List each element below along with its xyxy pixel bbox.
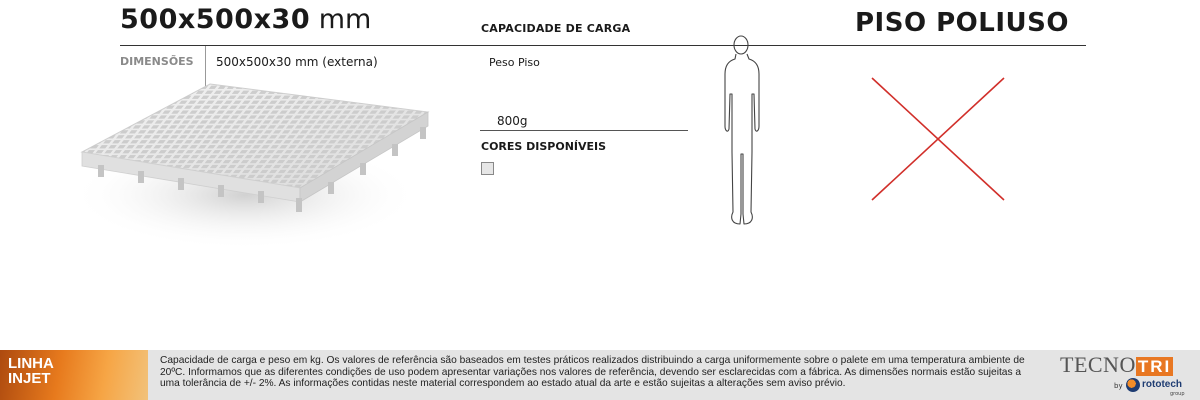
disclaimer-text: Capacidade de carga e peso em kg. Os valores de referência são baseados em testes práticos realizados distribuindo a carga uniformemente sobre o palete em uma temperatura ambiente de 20ºC. Informamos que as diferentes condições de uso podem apresentar variações nos valores de referência, devendo ser esclarecidas com a fábrica. As dimensões normais estão sujeitas a uma tolerância de +/- 2%. As informações contidas neste material correspondem ao estado atual da arte e estão sujeitas a alterações sem aviso prévio. xyxy=(160,355,1025,389)
color-swatch xyxy=(481,162,494,175)
plastic-floor-grid-image xyxy=(60,70,440,255)
rototech-logo-icon xyxy=(1126,378,1140,392)
dimensions-value: 500x500x30 mm (externa) xyxy=(216,55,378,69)
weight-divider xyxy=(480,130,688,131)
brand-logo xyxy=(1060,352,1188,398)
brand-name-prefix: TECNO xyxy=(1060,352,1136,377)
line-label-1: LINHA xyxy=(8,355,54,372)
product-size-unit: mm xyxy=(318,4,372,35)
capacity-label: CAPACIDADE DE CARGA xyxy=(481,22,631,35)
group-name: rototech xyxy=(1142,379,1182,390)
product-size-number: 500x500x30 xyxy=(120,4,311,35)
colors-label: CORES DISPONÍVEIS xyxy=(481,140,607,153)
dimensions-label: DIMENSÕES xyxy=(120,55,194,68)
brand-name-suffix: TRI xyxy=(1137,357,1172,376)
brand-by-label: by xyxy=(1114,382,1123,390)
weight-value: 800g xyxy=(497,114,528,128)
weight-label: Peso Piso xyxy=(489,56,540,69)
red-cross-icon xyxy=(870,76,1008,204)
product-size-title xyxy=(120,4,371,35)
header-divider xyxy=(120,45,1086,46)
product-line-badge xyxy=(0,350,148,400)
group-sub-label: group xyxy=(1170,391,1185,397)
human-silhouette-icon xyxy=(722,34,762,230)
product-name: PISO POLIUSO xyxy=(855,8,1069,38)
line-label-2: INJET xyxy=(8,370,51,387)
